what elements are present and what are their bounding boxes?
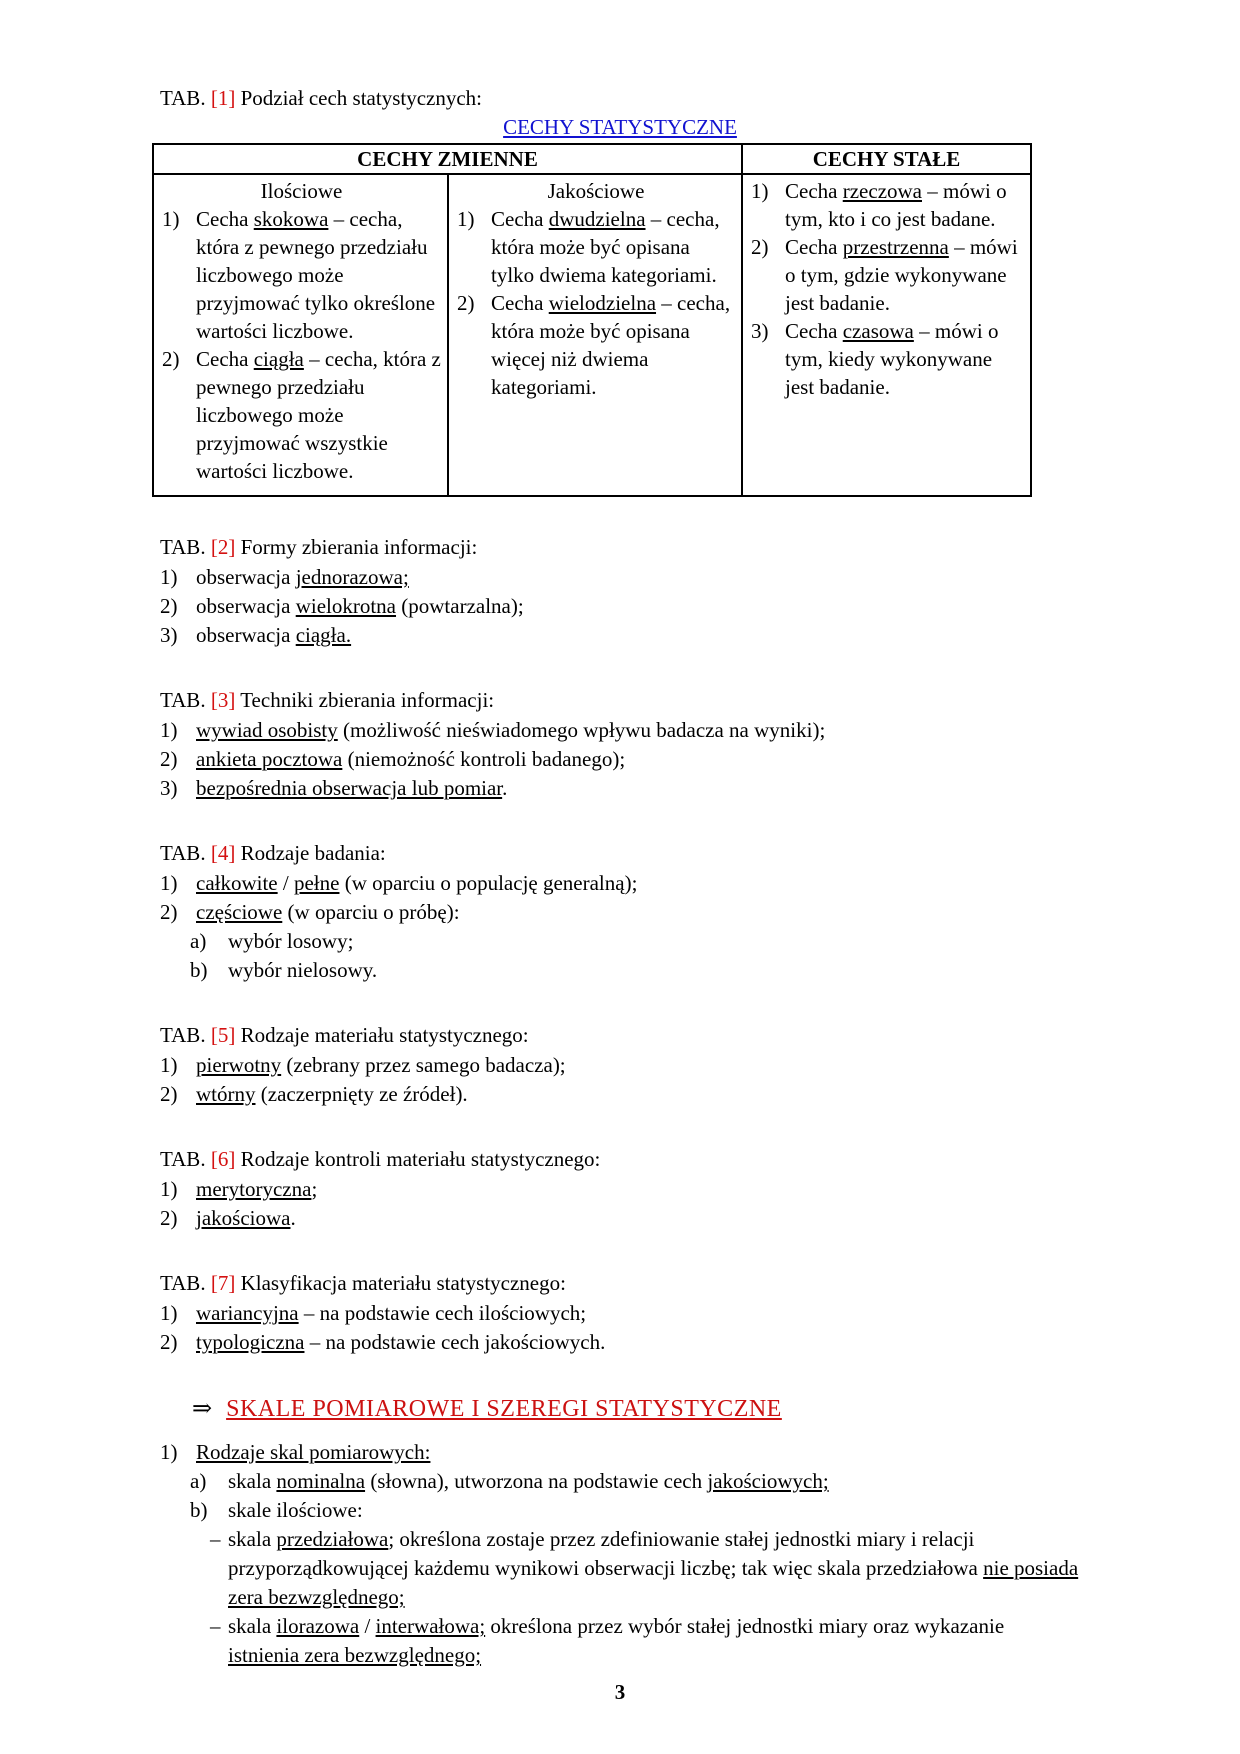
item-marker: 3) — [160, 776, 178, 800]
text-segment: określona przez wybór stałej jednostki miary oraz wykazanie — [485, 1614, 1005, 1638]
text-segment: skala — [228, 1469, 277, 1493]
text-segment: ; określona zostaje przez zdefiniowanie stałej jednostki miary i relacji przyporządkowującej każdemu wynikowi obserwacji liczbę; tak więc skala przedziałowa — [228, 1527, 984, 1580]
text-segment: obserwacja — [196, 565, 296, 589]
section-heading — [160, 1269, 1080, 1298]
item-text — [785, 177, 1024, 233]
list-item — [160, 1080, 1080, 1109]
item-text — [196, 1438, 1080, 1467]
subheader-ilosciowe: Ilościowe — [260, 179, 343, 203]
underlined-term: wtórny — [196, 1082, 256, 1106]
jakosciowe-list — [457, 205, 735, 401]
underlined-term: skokowa — [253, 207, 329, 231]
tab-label: TAB. — [160, 86, 211, 110]
underlined-term: wielokrotna — [295, 594, 397, 618]
tab-label: TAB. — [160, 688, 211, 712]
item-marker: 1) — [751, 179, 769, 203]
text-segment: (w oparciu o populację generalną); — [339, 871, 638, 895]
item-text — [196, 1080, 1080, 1109]
underlined-term: częściowe — [196, 900, 283, 924]
item-marker: 2) — [160, 1330, 178, 1354]
list-item — [160, 1204, 1080, 1233]
list-item — [160, 563, 1080, 592]
item-marker: – — [210, 1527, 221, 1551]
item-marker: 1) — [162, 207, 180, 231]
underlined-term: wywiad osobisty — [196, 718, 338, 742]
text-segment: – na podstawie cech ilościowych; — [298, 1301, 587, 1325]
item-marker: 2) — [160, 1206, 178, 1230]
item-marker: 3) — [160, 623, 178, 647]
item-text — [196, 1051, 1080, 1080]
tab-label: TAB. — [160, 1023, 211, 1047]
text-segment: – cecha, która może być opisana więcej niż dwiema kategoriami. — [491, 291, 731, 399]
text-segment: – cecha, która z pewnego przedziału liczbowego może przyjmować tylko określone wartości liczbowe. — [196, 207, 436, 343]
item-marker: – — [210, 1614, 221, 1638]
list-item — [160, 1438, 1080, 1467]
underlined-term: interwałowa; — [375, 1614, 486, 1638]
list-item — [160, 1175, 1080, 1204]
section-heading — [160, 533, 1080, 562]
underlined-term: nie posiada zera bezwzględnego; — [228, 1556, 1079, 1609]
item-marker: 1) — [160, 1440, 178, 1464]
table-cell-stale — [742, 174, 1031, 496]
list-item — [160, 745, 1080, 774]
text-segment: Cecha — [785, 319, 843, 343]
text-segment: skala — [228, 1614, 277, 1638]
item-marker: 1) — [160, 1301, 178, 1325]
text-segment: . — [290, 1206, 296, 1230]
list-item — [190, 956, 1080, 985]
list-item — [751, 177, 1024, 233]
item-text — [491, 205, 735, 289]
list-item — [190, 927, 1080, 956]
tab-ref: [2] — [210, 535, 236, 559]
section-heading — [160, 839, 1080, 868]
underlined-term: dwudzielna — [548, 207, 646, 231]
link-heading-row — [160, 113, 1080, 142]
tab-title: Rodzaje badania: — [235, 841, 386, 865]
text-segment: (zaczerpnięty ze źródeł). — [255, 1082, 468, 1106]
underlined-term: czasowa — [842, 319, 914, 343]
list-item — [160, 869, 1080, 898]
list-item — [160, 898, 1080, 927]
tab1-heading — [160, 84, 1080, 113]
item-marker: 1) — [457, 207, 475, 231]
text-segment: (możliwość nieświadomego wpływu badacza na wyniki); — [337, 718, 826, 742]
list-item — [210, 1525, 1080, 1612]
tab-title: Podział cech statystycznych: — [235, 86, 482, 110]
item-text — [196, 1175, 1080, 1204]
text-segment: Cecha — [785, 235, 843, 259]
list-item — [190, 1496, 1080, 1525]
list-item — [751, 233, 1024, 317]
skale-heading-row — [192, 1395, 1080, 1424]
underlined-term: rzeczowa — [842, 179, 922, 203]
underlined-term: przedziałowa — [276, 1527, 389, 1551]
text-segment: – cecha, która może być opisana tylko dwiema kategoriami. — [491, 207, 720, 287]
underlined-term: istnienia zera bezwzględnego; — [228, 1643, 482, 1667]
tab-label: TAB. — [160, 535, 211, 559]
double-arrow-icon: ⇒ — [192, 1396, 213, 1422]
tab-ref: [3] — [210, 688, 236, 712]
item-marker: b) — [190, 958, 208, 982]
underlined-term: ilorazowa — [276, 1614, 360, 1638]
text-segment: obserwacja — [196, 623, 296, 647]
item-text — [196, 1204, 1080, 1233]
text-segment: / — [277, 871, 294, 895]
text-segment: ; — [311, 1177, 318, 1201]
text-segment: – na podstawie cech jakościowych. — [304, 1330, 606, 1354]
text-segment: (w oparciu o próbę): — [282, 900, 460, 924]
list-item — [160, 621, 1080, 650]
underlined-term: ciągła — [253, 347, 304, 371]
text-segment: Cecha — [196, 347, 254, 371]
item-text — [196, 716, 1080, 745]
item-marker: 1) — [160, 1053, 178, 1077]
item-text — [196, 1299, 1080, 1328]
underlined-term: bezpośrednia obserwacja lub pomiar — [196, 776, 503, 800]
subheader-jakosciowe: Jakościowe — [547, 179, 645, 203]
item-text — [491, 289, 735, 401]
skale-list — [160, 1438, 1080, 1670]
item-marker: 2) — [751, 235, 769, 259]
section-heading — [160, 686, 1080, 715]
tab-label: TAB. — [160, 841, 211, 865]
text-segment: Cecha — [491, 291, 549, 315]
tab-title: Techniki zbierania informacji: — [235, 688, 495, 712]
list-item — [162, 205, 441, 345]
item-marker: 2) — [160, 900, 178, 924]
text-segment: wybór losowy; — [228, 929, 354, 953]
item-text — [196, 898, 1080, 927]
tab-label: TAB. — [160, 1271, 211, 1295]
list-item — [160, 1328, 1080, 1357]
item-text — [196, 1328, 1080, 1357]
text-segment: Cecha — [491, 207, 549, 231]
item-marker: 1) — [160, 565, 178, 589]
text-segment: – cecha, która z pewnego przedziału liczbowego może przyjmować wszystkie wartości liczbowe. — [196, 347, 441, 483]
underlined-term: jakościowa — [196, 1206, 291, 1230]
underlined-term: przestrzenna — [842, 235, 949, 259]
tab-section — [160, 533, 1080, 650]
text-segment: – mówi o tym, kto i co jest badane. — [785, 179, 1007, 231]
item-text — [196, 869, 1080, 898]
tab-ref: [6] — [210, 1147, 236, 1171]
underlined-term: wariancyjna — [196, 1301, 299, 1325]
stale-list — [751, 177, 1024, 401]
cechy-statystyczne-link[interactable]: CECHY STATYSTYCZNE — [503, 115, 737, 139]
underlined-term: całkowite — [196, 871, 278, 895]
text-segment: . — [502, 776, 508, 800]
list-item — [210, 1612, 1080, 1670]
underlined-term: merytoryczna — [196, 1177, 312, 1201]
list-item — [160, 1299, 1080, 1328]
item-text — [228, 1525, 1080, 1612]
text-segment: skala — [228, 1527, 277, 1551]
list-item — [457, 205, 735, 289]
tab-section — [160, 1021, 1080, 1109]
underlined-term: pierwotny — [196, 1053, 282, 1077]
item-text — [196, 745, 1080, 774]
text-segment: (niemożność kontroli badanego); — [342, 747, 626, 771]
underlined-term: ciągła. — [295, 623, 352, 647]
item-text — [196, 563, 1080, 592]
item-text — [228, 956, 1080, 985]
tab-title: Rodzaje kontroli materiału statystycznego: — [235, 1147, 601, 1171]
tab-ref: [1] — [210, 86, 236, 110]
tab-ref: [5] — [210, 1023, 236, 1047]
list-item — [162, 345, 441, 485]
tab-label: TAB. — [160, 1147, 211, 1171]
tab-ref: [7] — [210, 1271, 236, 1295]
text-segment: (powtarzalna); — [396, 594, 524, 618]
table-header-zmienne: CECHY ZMIENNE — [153, 144, 742, 174]
item-marker: 1) — [160, 718, 178, 742]
item-marker: 1) — [160, 871, 178, 895]
text-segment: Cecha — [196, 207, 254, 231]
underlined-term: wielodzielna — [548, 291, 657, 315]
tab-section — [160, 1269, 1080, 1357]
tab-title: Formy zbierania informacji: — [235, 535, 478, 559]
text-segment: Cecha — [785, 179, 843, 203]
tab-sections — [160, 533, 1080, 1357]
list-item — [160, 716, 1080, 745]
item-text — [785, 317, 1024, 401]
item-marker: 2) — [160, 1082, 178, 1106]
tab-section — [160, 839, 1080, 985]
item-marker: 1) — [160, 1177, 178, 1201]
item-text — [228, 1496, 1080, 1525]
item-text — [196, 205, 441, 345]
list-item — [457, 289, 735, 401]
underlined-term: jednorazowa; — [295, 565, 409, 589]
text-segment: skale ilościowe: — [228, 1498, 363, 1522]
item-text — [196, 592, 1080, 621]
item-marker: 2) — [160, 747, 178, 771]
list-item — [160, 592, 1080, 621]
tab-ref: [4] — [210, 841, 236, 865]
tab-section — [160, 1145, 1080, 1233]
table-cell-jakosciowe — [448, 174, 742, 496]
underlined-term: Rodzaje skal pomiarowych: — [196, 1440, 431, 1464]
page-number: 3 — [614, 1680, 626, 1704]
item-text — [228, 927, 1080, 956]
section-heading — [160, 1021, 1080, 1050]
list-item — [190, 1467, 1080, 1496]
tab-title: Rodzaje materiału statystycznego: — [235, 1023, 529, 1047]
list-item — [160, 1051, 1080, 1080]
item-marker: a) — [190, 1469, 207, 1493]
item-text — [228, 1612, 1080, 1670]
tab-title: Klasyfikacja materiału statystycznego: — [235, 1271, 566, 1295]
skale-heading: SKALE POMIAROWE I SZEREGI STATYSTYCZNE — [226, 1396, 782, 1422]
table-header-stale: CECHY STAŁE — [742, 144, 1031, 174]
item-text — [196, 774, 1080, 803]
text-segment: / — [359, 1614, 376, 1638]
item-marker: 2) — [160, 594, 178, 618]
ilosciowe-list — [162, 205, 441, 485]
text-segment: (zebrany przez samego badacza); — [281, 1053, 566, 1077]
item-text — [196, 345, 441, 485]
underlined-term: pełne — [293, 871, 340, 895]
underlined-term: typologiczna — [196, 1330, 305, 1354]
section-heading — [160, 1145, 1080, 1174]
item-text — [196, 621, 1080, 650]
list-item — [751, 317, 1024, 401]
text-segment: – mówi o tym, kiedy wykonywane jest badanie. — [785, 319, 999, 399]
table-cell-ilosciowe — [153, 174, 448, 496]
cechy-table — [152, 143, 1032, 497]
tab-section — [160, 686, 1080, 803]
underlined-term: nominalna — [276, 1469, 366, 1493]
text-segment: (słowna), utworzona na podstawie cech — [365, 1469, 708, 1493]
list-item — [160, 774, 1080, 803]
item-marker: 2) — [457, 291, 475, 315]
underlined-term: jakościowych; — [707, 1469, 829, 1493]
text-segment: obserwacja — [196, 594, 296, 618]
item-marker: 3) — [751, 319, 769, 343]
text-segment: – mówi o tym, gdzie wykonywane jest badanie. — [785, 235, 1018, 315]
item-marker: a) — [190, 929, 207, 953]
underlined-term: ankieta pocztowa — [196, 747, 343, 771]
item-marker: 2) — [162, 347, 180, 371]
item-text — [785, 233, 1024, 317]
text-segment: wybór nielosowy. — [228, 958, 378, 982]
item-text — [228, 1467, 1080, 1496]
item-marker: b) — [190, 1498, 208, 1522]
